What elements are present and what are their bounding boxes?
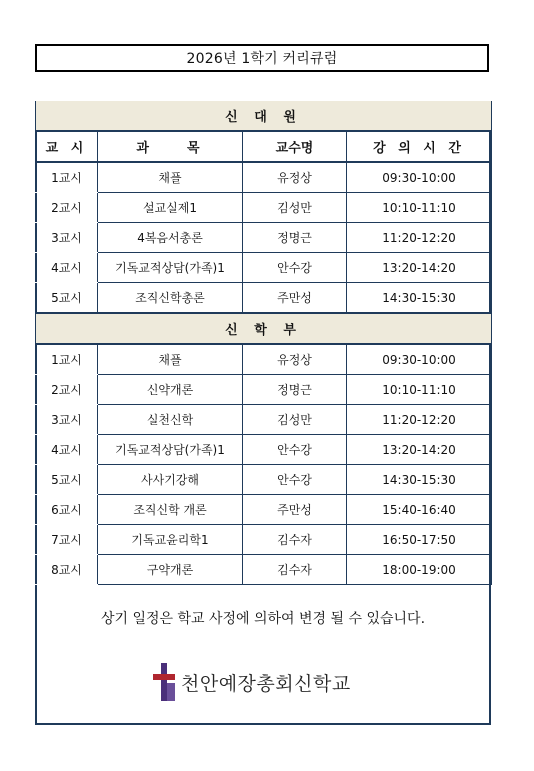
school-logo [153,663,351,701]
time-cell: 11:20-12:20 [347,223,492,253]
subject-cell: 신약개론 [98,375,243,405]
professor-cell: 김수자 [243,555,347,585]
time-cell: 10:10-11:10 [347,375,492,405]
time-cell: 13:20-14:20 [347,435,492,465]
schedule-table [35,101,492,585]
period-cell: 5교시 [36,465,98,495]
subject-cell: 사사기강해 [98,465,243,495]
table-row [36,375,492,405]
column-header-professor: 교수명 [243,131,347,162]
period-cell: 8교시 [36,555,98,585]
table-row [36,465,492,495]
time-cell: 14:30-15:30 [347,465,492,495]
table-row [36,223,492,253]
subject-cell: 채플 [98,162,243,193]
professor-cell: 유정상 [243,162,347,193]
professor-cell: 유정상 [243,344,347,375]
period-cell: 1교시 [36,344,98,375]
subject-cell: 조직신학 개론 [98,495,243,525]
time-cell: 14:30-15:30 [347,283,492,314]
professor-cell: 김수자 [243,525,347,555]
section-header-undergraduate [36,313,492,344]
column-header-time: 강 의 시 간 [347,131,492,162]
notice-text: 상기 일정은 학교 사정에 의하여 변경 될 수 있습니다. [100,611,426,627]
professor-cell: 안수강 [243,435,347,465]
professor-cell: 정명근 [243,223,347,253]
table-row [36,495,492,525]
section-header-graduate [36,101,492,131]
column-header-period: 교 시 [36,131,98,162]
subject-cell: 실천신학 [98,405,243,435]
period-cell: 2교시 [36,375,98,405]
table-row [36,193,492,223]
professor-cell: 안수강 [243,465,347,495]
section-title: 신 대 원 [36,101,492,131]
table-row [36,525,492,555]
cross-logo-icon [153,663,175,701]
section-title: 신 학 부 [36,313,492,344]
period-cell: 5교시 [36,283,98,314]
period-cell: 3교시 [36,405,98,435]
time-cell: 18:00-19:00 [347,555,492,585]
page-title: 2026년 1학기 커리큐럼 [35,44,489,72]
time-cell: 16:50-17:50 [347,525,492,555]
professor-cell: 정명근 [243,375,347,405]
subject-cell: 기독교적상담(가족)1 [98,435,243,465]
table-row [36,253,492,283]
column-header-subject: 과 목 [98,131,243,162]
table-row [36,405,492,435]
table-row [36,435,492,465]
table-row [36,283,492,314]
period-cell: 6교시 [36,495,98,525]
subject-cell: 4복음서총론 [98,223,243,253]
professor-cell: 김성만 [243,405,347,435]
period-cell: 4교시 [36,435,98,465]
period-cell: 1교시 [36,162,98,193]
period-cell: 4교시 [36,253,98,283]
column-header-row [36,131,492,162]
table-row [36,344,492,375]
professor-cell: 김성만 [243,193,347,223]
time-cell: 10:10-11:10 [347,193,492,223]
time-cell: 15:40-16:40 [347,495,492,525]
period-cell: 3교시 [36,223,98,253]
subject-cell: 구약개론 [98,555,243,585]
subject-cell: 채플 [98,344,243,375]
subject-cell: 기독교윤리학1 [98,525,243,555]
time-cell: 09:30-10:00 [347,344,492,375]
professor-cell: 주만성 [243,495,347,525]
time-cell: 09:30-10:00 [347,162,492,193]
subject-cell: 조직신학총론 [98,283,243,314]
subject-cell: 기독교적상담(가족)1 [98,253,243,283]
time-cell: 13:20-14:20 [347,253,492,283]
period-cell: 7교시 [36,525,98,555]
professor-cell: 안수강 [243,253,347,283]
professor-cell: 주만성 [243,283,347,314]
table-row [36,162,492,193]
time-cell: 11:20-12:20 [347,405,492,435]
period-cell: 2교시 [36,193,98,223]
school-name: 천안예장총회신학교 [181,672,351,695]
subject-cell: 설교실제1 [98,193,243,223]
table-row [36,555,492,585]
